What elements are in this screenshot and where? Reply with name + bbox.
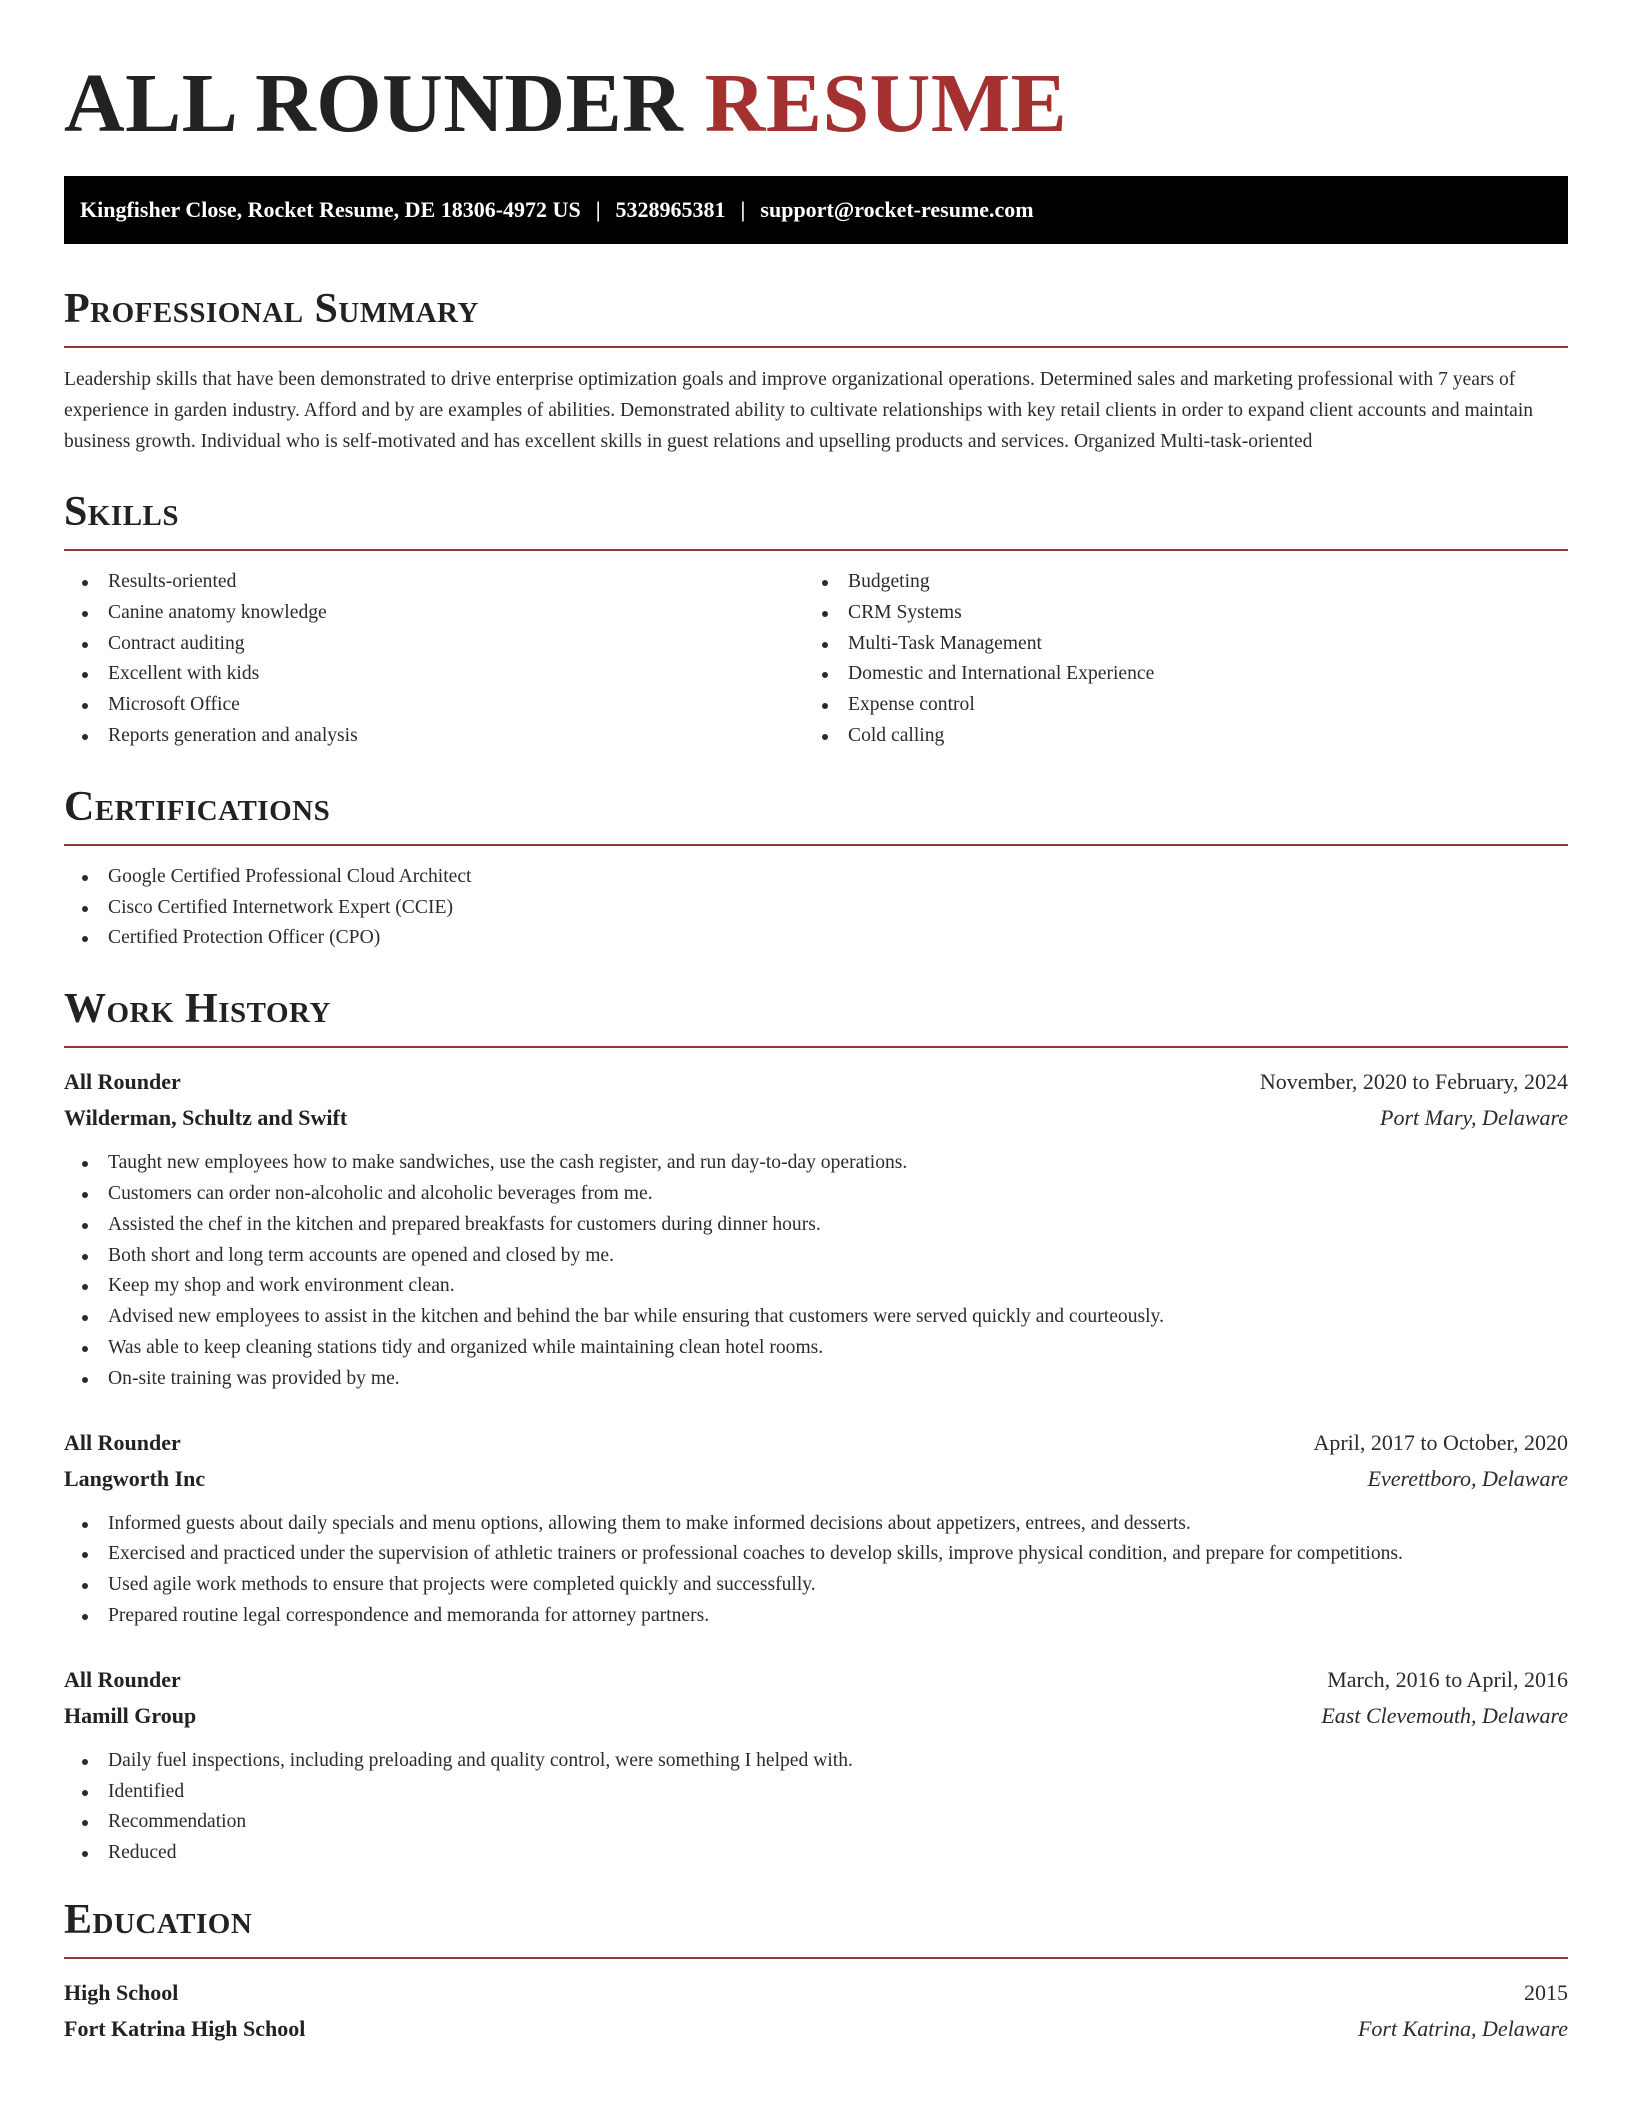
contact-separator: | — [595, 197, 601, 222]
section-divider — [64, 1046, 1568, 1048]
skill-item: Domestic and International Experience — [804, 659, 1544, 690]
skill-item: Multi-Task Management — [804, 629, 1544, 660]
job-duty-item: Informed guests about daily specials and menu options, allowing them to make informed decisions about appetizers, entrees, and desserts. — [64, 1509, 1568, 1540]
job-duty-item: Used agile work methods to ensure that projects were completed quickly and successfully. — [64, 1570, 1568, 1601]
job-duty-item: Daily fuel inspections, including preloading and quality control, were something I helped with. — [64, 1746, 1568, 1777]
job-company-row — [64, 1461, 1568, 1497]
job-title: All Rounder — [64, 1069, 181, 1095]
education-school: Fort Katrina High School — [64, 2015, 306, 2041]
job-company-row — [64, 1698, 1568, 1734]
section-heading-skills: Skills — [64, 489, 180, 535]
section-heading-work-history: Work History — [64, 986, 331, 1033]
summary-section — [64, 284, 1568, 457]
certification-item: Certified Protection Officer (CPO) — [64, 923, 1568, 954]
job-dates: November, 2020 to February, 2024 — [1259, 1069, 1568, 1095]
job-duty-item: Keep my shop and work environment clean. — [64, 1271, 1568, 1302]
education-section — [64, 1895, 1568, 2047]
skill-item: Microsoft Office — [64, 690, 804, 721]
education-header-row — [64, 1975, 1568, 2011]
job-entry — [64, 1425, 1568, 1632]
summary-paragraph: Leadership skills that have been demonstrated to drive enterprise optimization goals and improve organizational operations. Determined sales and marketing professional with 7 years of experience in garden industry. Afford and by are examples of abilities. Demonstrated ability to cultivate relationships with key retail clients in order to expand client accounts and maintain business growth. Individual who is self-motivated and has excellent skills in guest relations and upselling products and services. Organized Multi-task-oriented — [64, 369, 1534, 452]
section-heading-summary: Professional Summary — [64, 286, 479, 332]
section-heading-education: Education — [64, 1896, 253, 1943]
job-duties-list — [64, 1148, 1568, 1394]
job-entry — [64, 1662, 1568, 1869]
skill-item: Cold calling — [804, 721, 1544, 752]
job-duty-item: Advised new employees to assist in the kitchen and behind the bar while ensuring that customers were served quickly and courteously. — [64, 1302, 1568, 1333]
education-school-row — [64, 2011, 1568, 2047]
skills-columns — [64, 551, 1568, 752]
skill-item: CRM Systems — [804, 598, 1544, 629]
education-entry — [64, 1975, 1568, 2047]
job-location: East Clevemouth, Delaware — [1321, 1702, 1568, 1728]
job-dates: April, 2017 to October, 2020 — [1313, 1429, 1568, 1455]
job-dates: March, 2016 to April, 2016 — [1327, 1666, 1568, 1692]
certifications-section — [64, 782, 1568, 954]
job-title: All Rounder — [64, 1666, 181, 1692]
job-duty-item: Both short and long term accounts are opened and closed by me. — [64, 1241, 1568, 1272]
phone-text: 5328965381 — [615, 197, 726, 222]
job-location: Everettboro, Delaware — [1367, 1465, 1568, 1491]
job-duty-item: Identified — [64, 1777, 1568, 1808]
job-header-row — [64, 1662, 1568, 1698]
email-text: support@rocket-resume.com — [760, 197, 1034, 222]
job-duty-item: Was able to keep cleaning stations tidy and organized while maintaining clean hotel rooms. — [64, 1333, 1568, 1364]
resume-page — [64, 0, 1568, 2047]
job-duty-item: Exercised and practiced under the supervision of athletic trainers or professional coaches to develop skills, improve physical condition, and prepare for competitions. — [64, 1539, 1568, 1570]
certification-item: Google Certified Professional Cloud Architect — [64, 862, 1568, 893]
work-history-section — [64, 984, 1568, 1869]
section-divider — [64, 1957, 1568, 1959]
section-heading-certifications: Certifications — [64, 783, 331, 830]
job-duty-item: Reduced — [64, 1838, 1568, 1869]
title-accent: RESUME — [704, 57, 1068, 150]
skill-item: Contract auditing — [64, 629, 804, 660]
job-header-row — [64, 1064, 1568, 1100]
job-header-row — [64, 1425, 1568, 1461]
skills-section — [64, 487, 1568, 752]
skills-list-right — [804, 567, 1544, 752]
certification-item: Cisco Certified Internetwork Expert (CCIE) — [64, 893, 1568, 924]
job-duty-item: Taught new employees how to make sandwiches, use the cash register, and run day-to-day operations. — [64, 1148, 1568, 1179]
job-duties-list — [64, 1509, 1568, 1632]
job-duties-list — [64, 1746, 1568, 1869]
education-degree: High School — [64, 1979, 179, 2005]
certifications-list — [64, 862, 1568, 954]
skill-item: Canine anatomy knowledge — [64, 598, 804, 629]
skills-list-left — [64, 567, 804, 752]
job-title: All Rounder — [64, 1429, 181, 1455]
title-main: ALL ROUNDER — [64, 57, 684, 150]
education-year: 2015 — [1524, 1979, 1568, 2005]
job-duty-item: On-site training was provided by me. — [64, 1364, 1568, 1395]
job-duty-item: Prepared routine legal correspondence and memoranda for attorney partners. — [64, 1601, 1568, 1632]
job-company: Hamill Group — [64, 1702, 197, 1728]
skill-item: Excellent with kids — [64, 659, 804, 690]
job-location: Port Mary, Delaware — [1380, 1105, 1568, 1131]
section-divider — [64, 346, 1568, 348]
resume-title — [64, 0, 1568, 150]
skill-item: Results-oriented — [64, 567, 804, 598]
job-company-row — [64, 1100, 1568, 1136]
job-entry — [64, 1064, 1568, 1394]
skill-item: Reports generation and analysis — [64, 721, 804, 752]
job-company: Wilderman, Schultz and Swift — [64, 1105, 348, 1131]
skill-item: Expense control — [804, 690, 1544, 721]
skill-item: Budgeting — [804, 567, 1544, 598]
contact-bar — [64, 176, 1568, 244]
job-duty-item: Customers can order non-alcoholic and alcoholic beverages from me. — [64, 1179, 1568, 1210]
education-location: Fort Katrina, Delaware — [1357, 2015, 1568, 2041]
contact-separator: | — [740, 197, 746, 222]
job-company: Langworth Inc — [64, 1465, 206, 1491]
address-text: Kingfisher Close, Rocket Resume, DE 18306-4972 US — [80, 197, 581, 222]
section-divider — [64, 844, 1568, 846]
job-duty-item: Assisted the chef in the kitchen and prepared breakfasts for customers during dinner hours. — [64, 1210, 1568, 1241]
job-duty-item: Recommendation — [64, 1807, 1568, 1838]
